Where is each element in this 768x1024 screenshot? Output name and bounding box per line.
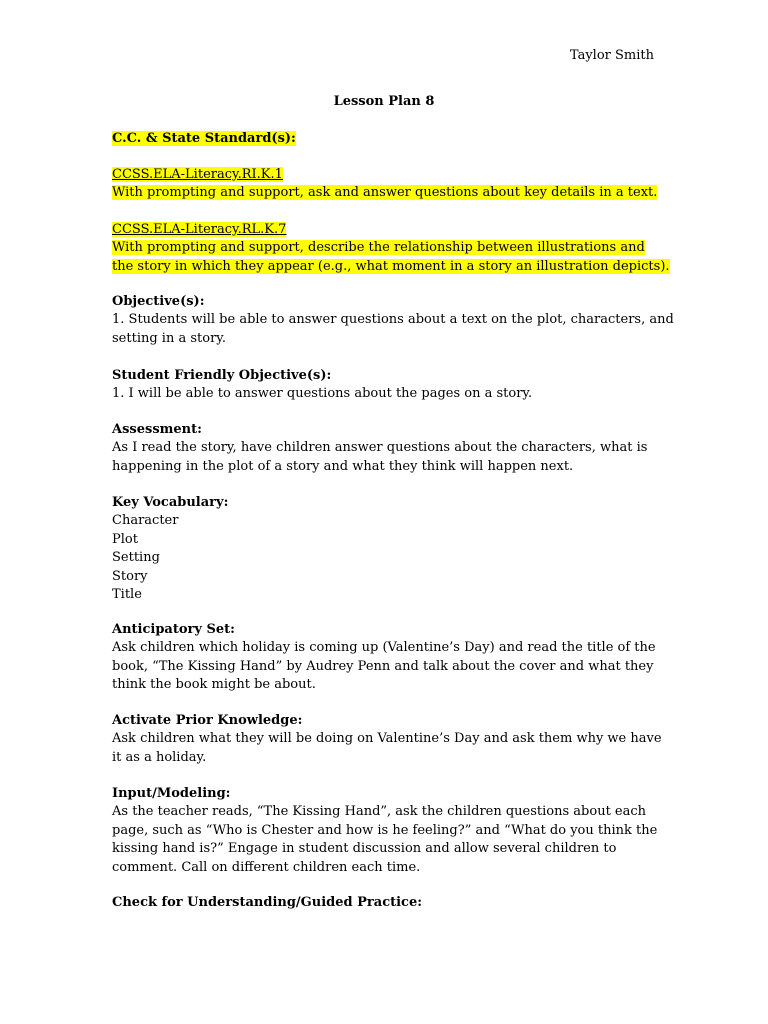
standard-1-text: With prompting and support, ask and answer questions about key details in a text. [112,185,658,201]
anticipatory-set-line-2: book, “The Kissing Hand” by Audrey Penn and talk about the cover and what they [112,658,654,674]
input-modeling-line-2: page, such as “Who is Chester and how is he feeling?” and “What do you think the [112,822,658,838]
student-objectives-line-1: 1. I will be able to answer questions about the pages on a story. [112,386,533,402]
input-modeling-line-4: comment. Call on different children each time. [112,859,421,875]
assessment-heading: Assessment: [112,422,202,437]
prior-knowledge-line-2: it as a holiday. [112,749,207,765]
prior-knowledge-section [112,712,660,767]
objectives-section [112,293,674,348]
standard-1 [112,166,660,203]
standards-heading: C.C. & State Standard(s): [112,131,296,146]
vocabulary-heading: Key Vocabulary: [112,495,229,510]
standards-section [112,130,660,148]
standard-2-code: CCSS.ELA-Literacy.RL.K.7 [112,222,287,237]
assessment-section [112,421,660,476]
objectives-heading: Objective(s): [112,294,205,309]
anticipatory-set-line-1: Ask children which holiday is coming up (Valentine’s Day) and read the title of the [112,640,656,656]
anticipatory-set-section [112,621,660,695]
standard-1-code: CCSS.ELA-Literacy.RI.K.1 [112,167,283,182]
guided-practice-heading: Check for Understanding/Guided Practice: [112,895,423,910]
vocabulary-item: Setting [112,550,160,566]
input-modeling-line-3: kissing hand is?” Engage in student discussion and allow several children to [112,841,617,857]
standard-2-text-line-1: With prompting and support, describe the relationship between illustrations and [112,240,645,256]
guided-practice-section [112,894,660,912]
vocabulary-item: Title [112,587,142,603]
objectives-line-1: 1. Students will be able to answer questions about a text on the plot, characters, and [112,312,674,328]
input-modeling-section [112,785,660,877]
standard-2 [112,221,670,276]
input-modeling-heading: Input/Modeling: [112,786,231,801]
prior-knowledge-heading: Activate Prior Knowledge: [112,713,303,728]
author-name: Taylor Smith [569,48,654,63]
prior-knowledge-line-1: Ask children what they will be doing on Valentine’s Day and ask them why we have [112,731,662,747]
objectives-line-2: setting in a story. [112,330,227,346]
standard-2-text-line-2: the story in which they appear (e.g., what moment in a story an illustration depicts). [112,258,670,274]
vocabulary-item: Story [112,568,148,584]
assessment-line-1: As I read the story, have children answer questions about the characters, what is [112,440,648,456]
anticipatory-set-line-3: think the book might be about. [112,677,316,693]
student-objectives-section [112,367,660,404]
input-modeling-line-1: As the teacher reads, “The Kissing Hand”, ask the children questions about each [112,804,647,820]
page-title: Lesson Plan 8 [333,94,435,109]
anticipatory-set-heading: Anticipatory Set: [112,622,235,637]
assessment-line-2: happening in the plot of a story and what they think will happen next. [112,458,574,474]
student-objectives-heading: Student Friendly Objective(s): [112,368,332,383]
vocabulary-section [112,494,660,604]
vocabulary-item: Character [112,513,179,529]
vocabulary-item: Plot [112,531,138,547]
